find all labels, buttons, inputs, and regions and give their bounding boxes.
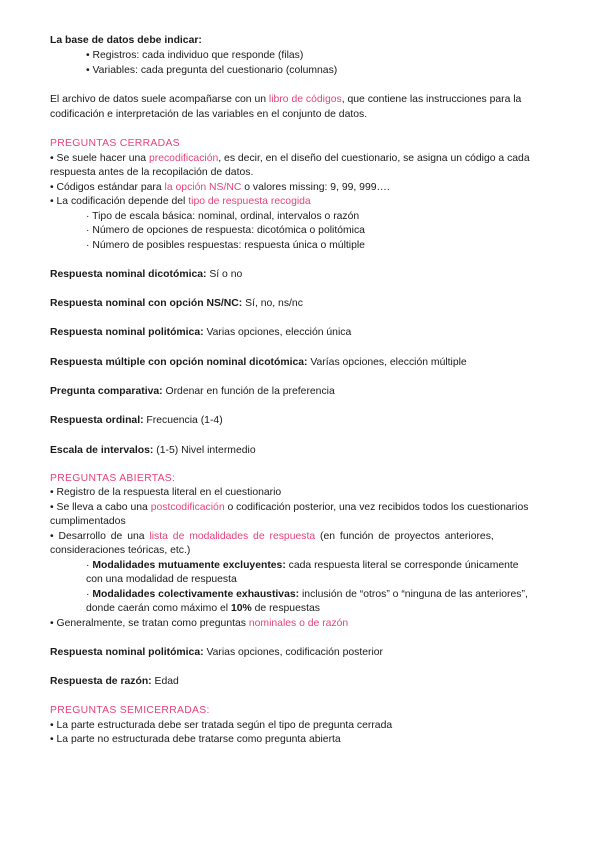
type-row	[50, 675, 179, 690]
type-label: Escala de intervalos:	[50, 445, 154, 456]
type-text: (1-5) Nivel intermedio	[153, 445, 256, 456]
type-label: Respuesta ordinal:	[50, 415, 144, 426]
abiertas-subitem-excluyentes	[86, 559, 519, 574]
text: o valores missing: 9, 99, 999….	[241, 182, 390, 193]
type-row	[50, 268, 242, 283]
type-row	[50, 646, 383, 661]
type-text: Varias opciones, elección única	[203, 327, 352, 338]
abiertas-subitem-excluyentes-line2: con una modalidad de respuesta	[86, 574, 237, 585]
abiertas-bullet-2-line2: cumplimentados	[50, 516, 126, 527]
type-text: Edad	[151, 676, 179, 687]
cerradas-bullet-1	[50, 152, 530, 167]
type-label: Respuesta nominal dicotómica:	[50, 269, 207, 280]
text: o codificación posterior, una vez recibidos todos los cuestionarios	[224, 502, 529, 513]
heading-preguntas-cerradas: PREGUNTAS CERRADAS	[50, 138, 180, 149]
type-text: Sí o no	[206, 269, 243, 280]
text: cada respuesta literal se corresponde únicamente	[285, 560, 519, 571]
type-label: Respuesta de razón:	[50, 676, 152, 687]
intro-item-variables: • Variables: cada pregunta del cuestionario (columnas)	[86, 65, 338, 76]
abiertas-bullet-3	[50, 530, 494, 545]
intro-paragraph-line2: codificación e interpretación de las variables en el conjunto de datos.	[50, 109, 368, 120]
intro-text: El archivo de datos suele acompañarse con un	[50, 94, 269, 105]
abiertas-bullet-1: • Registro de la respuesta literal en el cuestionario	[50, 487, 282, 498]
cerradas-subitem: · Número de posibles respuestas: respuesta única o múltiple	[86, 240, 365, 251]
postcodificacion-highlight: postcodificación	[150, 502, 225, 513]
bold-term: 10%	[230, 603, 252, 614]
tipo-respuesta-highlight: tipo de respuesta recogida	[188, 196, 311, 207]
text: ·	[86, 589, 93, 600]
type-text: Varías opciones, elección múltiple	[307, 357, 467, 368]
semicerradas-bullet: • La parte no estructurada debe tratarse como pregunta abierta	[50, 734, 341, 745]
text: • La codificación depende del	[50, 196, 189, 207]
type-label: Respuesta nominal politómica:	[50, 647, 204, 658]
type-text: Varias opciones, codificación posterior	[203, 647, 384, 658]
text: • Desarrollo de una	[50, 531, 150, 542]
type-label: Pregunta comparativa:	[50, 386, 163, 397]
cerradas-bullet-2	[50, 181, 390, 196]
intro-title: La base de datos debe indicar:	[50, 35, 202, 46]
abiertas-subitem-exhaustivas	[86, 588, 528, 603]
type-row	[50, 297, 303, 312]
abiertas-bullet-2	[50, 501, 528, 516]
text: de respuestas	[251, 603, 320, 614]
type-text: Ordenar en función de la preferencia	[162, 386, 335, 397]
heading-preguntas-abiertas: PREGUNTAS ABIERTAS:	[50, 473, 176, 484]
type-text: Frecuencia (1-4)	[143, 415, 223, 426]
abiertas-subitem-exhaustivas-line2	[86, 602, 320, 617]
lista-modalidades-highlight: lista de modalidades de respuesta	[149, 531, 316, 542]
text: • Generalmente, se tratan como preguntas	[50, 618, 249, 629]
abiertas-bullet-4	[50, 617, 348, 632]
type-row	[50, 356, 467, 371]
precodificacion-highlight: precodificación	[148, 153, 219, 164]
type-row	[50, 385, 335, 400]
type-label: Respuesta nominal con opción NS/NC:	[50, 298, 243, 309]
text: • Se suele hacer una	[50, 153, 149, 164]
type-row	[50, 444, 256, 459]
cerradas-subitem: · Número de opciones de respuesta: dicotómica o politómica	[86, 225, 365, 236]
libro-codigos-highlight: libro de códigos	[268, 94, 342, 105]
text: donde caerán como máximo el	[86, 603, 231, 614]
intro-paragraph-line1	[50, 93, 521, 108]
intro-item-registros: • Registros: cada individuo que responde (filas)	[86, 50, 304, 61]
text: inclusión de “otros” o “ninguna de las anteriores”,	[299, 589, 528, 600]
cerradas-bullet-3	[50, 195, 311, 210]
semicerradas-bullet: • La parte estructurada debe ser tratada según el tipo de pregunta cerrada	[50, 720, 393, 731]
bold-term: Modalidades colectivamente exhaustivas:	[92, 589, 300, 600]
type-row	[50, 326, 351, 341]
type-label: Respuesta nominal politómica:	[50, 327, 204, 338]
cerradas-bullet-1-line2: respuesta antes de la recopilación de datos.	[50, 167, 254, 178]
abiertas-bullet-3-line2: consideraciones teóricas, etc.)	[50, 545, 191, 556]
heading-preguntas-semicerradas: PREGUNTAS SEMICERRADAS:	[50, 705, 210, 716]
bold-term: Modalidades mutuamente excluyentes:	[92, 560, 286, 571]
text: • Códigos estándar para	[50, 182, 165, 193]
text: • Se lleva a cabo una	[50, 502, 151, 513]
text: ·	[86, 560, 93, 571]
intro-text: , que contiene las instrucciones para la	[341, 94, 522, 105]
type-label: Respuesta múltiple con opción nominal dicotómica:	[50, 357, 308, 368]
nominales-razon-highlight: nominales o de razón	[248, 618, 349, 629]
cerradas-subitem: · Tipo de escala básica: nominal, ordinal, intervalos o razón	[86, 211, 360, 222]
text: (en función de proyectos anteriores,	[315, 531, 494, 542]
type-row	[50, 414, 223, 429]
type-text: Sí, no, ns/nc	[242, 298, 303, 309]
text: , es decir, en el diseño del cuestionario, se asigna un código a cada	[218, 153, 530, 164]
opcion-nsnc-highlight: la opción NS/NC	[164, 182, 242, 193]
